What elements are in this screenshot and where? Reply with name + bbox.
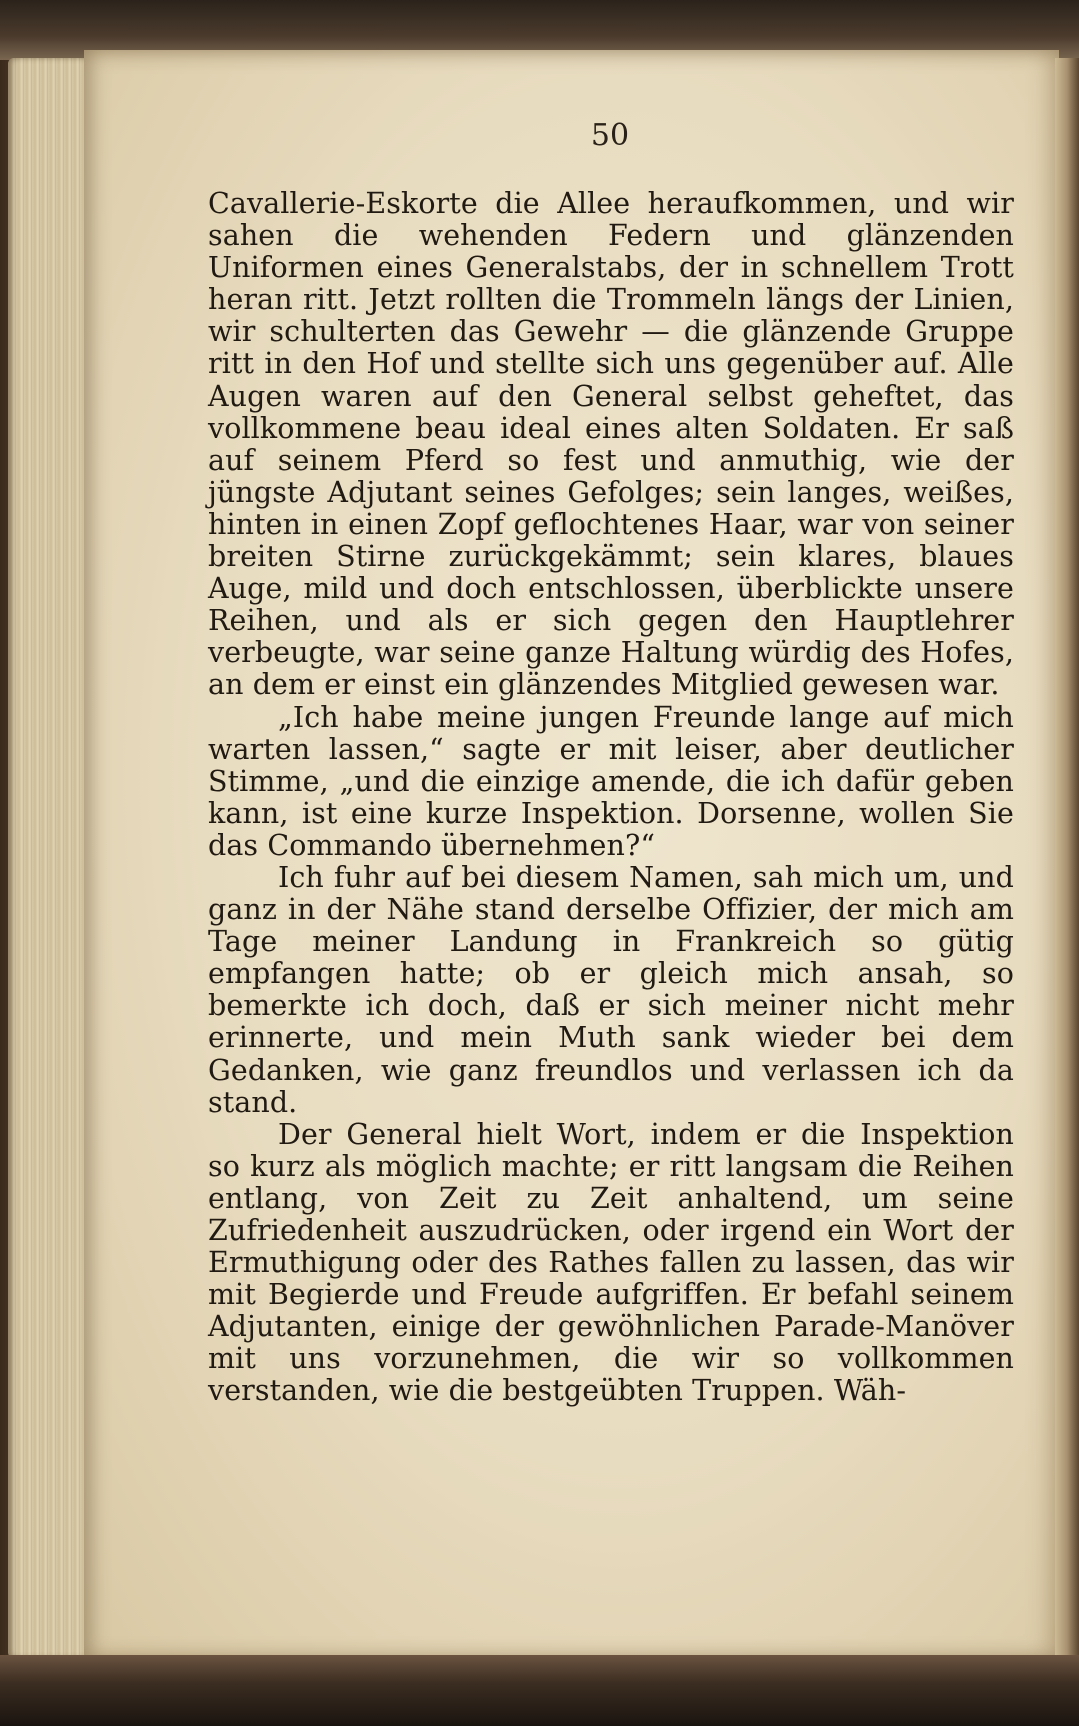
page-number: 50 [590,118,630,153]
page-stack-edge [8,58,88,1658]
paragraph-4: Der General hielt Wort, indem er die Inspektion so kurz als möglich machte; er ritt langsam die Reihen entlang, von Zeit zu Zeit anhaltend, um seine Zufriedenheit auszudrücken, oder irgend ein Wort der Ermuthigung oder des Rathes fallen zu lassen, das wir mit Begierde und Freude aufgriffen. Er befahl seinem Adjutanten, einige der gewöhnlichen Parade-Manöver mit uns vorzunehmen, die wir so vollkommen verstanden, wie die bestgeübten Truppen. Wäh- [208,1117,1014,1408]
book-right-edge [1055,58,1079,1658]
paragraph-1: Cavallerie-Eskorte die Allee heraufkommen, und wir sahen die wehenden Federn und glänzenden Uniformen eines Generalstabs, der in schnellem Trott heran ritt. Jetzt rollten die Trommeln längs der Linien, wir schulterten das Gewehr — die glänzende Gruppe ritt in den Hof und stellte sich uns gegenüber auf. Alle Augen waren auf den General selbst geheftet, das vollkommene beau ideal eines alten Soldaten. Er saß auf seinem Pferd so fest und anmuthig, wie der jüngste Adjutant seines Gefolges; sein langes, weißes, hinten in einen Zopf geflochtenes Haar, war von seiner breiten Stirne zurückgekämmt; sein klares, blaues Auge, mild und doch entschlossen, überblickte unsere Reihen, und als er sich gegen den Hauptlehrer verbeugte, war seine ganze Haltung würdig des Hofes, an dem er einst ein glänzendes Mitglied gewesen war. [208,187,1014,702]
body-text [208,188,1014,1408]
book-bottom-edge [0,1655,1079,1726]
paragraph-3: Ich fuhr auf bei diesem Namen, sah mich um, und ganz in der Nähe stand derselbe Offizier, der mich am Tage meiner Landung in Frankreich so gütig empfangen hatte; ob er gleich mich ansah, so bemerkte ich doch, daß er sich meiner nicht mehr erinnerte, und mein Muth sank wieder bei dem Gedanken, wie ganz freundlos und verlassen ich da stand. [208,860,1014,1119]
paragraph-2: „Ich habe meine jungen Freunde lange auf mich warten lassen,“ sagte er mit leiser, aber deutlicher Stimme, „und die einzige amende, die ich dafür geben kann, ist eine kurze Inspektion. Dorsenne, wollen Sie das Commando übernehmen?“ [208,700,1014,862]
